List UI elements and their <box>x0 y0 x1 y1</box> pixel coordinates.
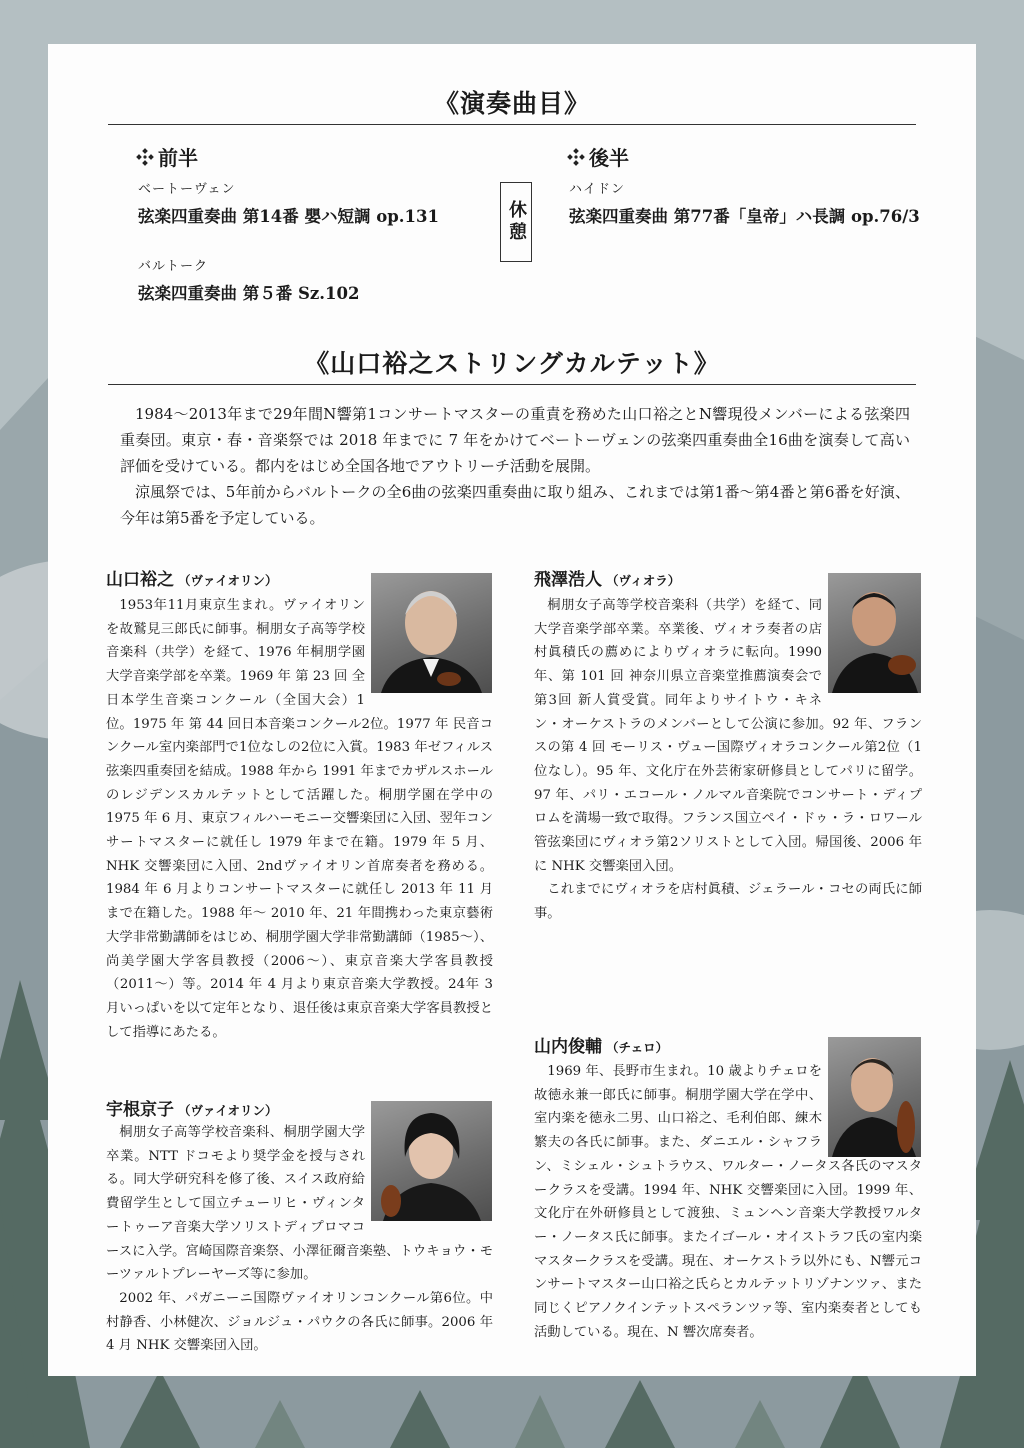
member-instrument: （ヴァイオリン） <box>178 573 278 588</box>
member-name-text: 山内俊輔 <box>534 1037 602 1057</box>
photo-spacer <box>365 594 493 700</box>
second-half-heading <box>567 142 629 171</box>
bio-paragraph: これまでにヴィオラを店村眞積、ジェラール・コセの両氏に師事。 <box>534 882 922 922</box>
member-instrument: （ヴァイオリン） <box>178 1103 278 1118</box>
member-instrument: （チェロ） <box>606 1040 669 1055</box>
member-bio <box>106 594 493 1044</box>
member-bio <box>106 1121 493 1358</box>
member-bio <box>534 1060 922 1344</box>
program-title: 《演奏曲目》 <box>108 84 916 125</box>
photo-spacer <box>365 1121 493 1219</box>
composer-name: バルトーク <box>138 259 209 274</box>
member-bio <box>534 594 922 926</box>
first-half-heading <box>136 142 198 171</box>
content-panel <box>48 44 976 1376</box>
ornament-icon <box>567 148 585 166</box>
bio-paragraph: 1969 年、長野市生まれ。10 歳よりチェロを故徳永兼一郎氏に師事。桐朋学園大学在学中、室内楽を徳永二男、山口裕之、毛利伯郎、練木繁夫の各氏に師事。また、ダニエル・シャフラン、ミシェル・シュトラウス、ワルター・ノータス各氏のマスタークラスを受講。1994 年、NHK 交響楽団に入団。1999 年、文化庁在外研修員として渡独、ミュンヘン音楽大学教授ワルター・ノータス氏に師事。またイゴール・オイストラフ氏の室内楽マスタークラスを受講。現在、オーケストラ以外にも、N響元コンサートマスター山口裕之氏らとカルテットリゾナンツァ、また同じくピアノクインテットスペランツァ等、室内楽奏者としても活動している。現在、N 響次席奏者。 <box>534 1064 922 1340</box>
member-name <box>534 1032 668 1057</box>
member-instrument: （ヴィオラ） <box>606 573 681 588</box>
photo-spacer <box>822 1060 922 1154</box>
bio-paragraph: 1953年11月東京生まれ。ヴァイオリンを故鷲見三郎氏に師事。桐朋女子高等学校音楽科（共学）を経て、1976 年桐朋学園大学音楽学部を卒業。1969 年 第 23 回 全日本学生音楽コンクール（全国大会）1位。1975 年 第 44 回日本音楽コンクール2位。1977 年 民音コンクール室内楽部門で1位なしの2位に入賞。1983 年ゼフィルス弦楽四重奏団を結成。1988 年から 1991 年までカザルスホールのレジデンスカルテットとして活躍した。桐朋学園在学中の 1975 年 6 月、東京フィルハーモニー交響楽団に入団、翌年コンサートマスターに就任し 1979 年まで在籍。1979 年 5 月、NHK 交響楽団に入団、2ndヴァイオリン首席奏者を務める。1984 年 6 月よりコンサートマスターに就任し 2013 年 11 月まで在籍した。1988 年～ 2010 年、21 年間携わった東京藝術大学非常勤講師をはじめ、桐朋学園大学非常勤講師（1985～）、尚美学園大学客員教授（2006～）、東京音楽大学客員教授（2011～）等。2014 年 4 月より東京音楽大学教授。24年 3 月いっぱいを以て定年となり、退任後は東京音楽大学客員教授として指導にあたる。 <box>106 598 493 1040</box>
composer-name: ハイドン <box>569 182 626 197</box>
bio-paragraph: 2002 年、パガニーニ国際ヴァイオリンコンクール第6位。中村静香、小林健次、ジョルジュ・パウクの各氏に師事。2006 年 4 月 NHK 交響楽団入団。 <box>106 1290 493 1354</box>
work-title: 弦楽四重奏曲 第77番「皇帝」ハ長調 op.76/3 <box>569 207 920 226</box>
second-half-label: 後半 <box>589 146 629 170</box>
member-name <box>534 565 680 590</box>
member-name-text: 宇根京子 <box>106 1100 174 1120</box>
intro-paragraph: 涼風祭では、5年前からバルトークの全6曲の弦楽四重奏曲に取り組み、これまでは第1番～第4番と第6番を好演、今年は第5番を予定している。 <box>120 483 910 527</box>
photo-spacer <box>822 594 922 691</box>
ensemble-intro <box>120 401 910 531</box>
ensemble-title: 《山口裕之ストリングカルテット》 <box>108 344 916 385</box>
bio-paragraph: 桐朋女子高等学校音楽科、桐朋学園大学卒業。NTT ドコモより奨学金を授与される。同大学研究科を修了後、スイス政府給費留学生として国立チューリヒ・ヴィンタートゥーア音楽大学ソリストディプロマコースに入学。宮崎国際音楽祭、小澤征爾音楽塾、トウキョウ・モーツァルトプレーヤーズ等に参加。 <box>106 1125 493 1283</box>
work-title: 弦楽四重奏曲 第14番 嬰ハ短調 op.131 <box>138 207 439 226</box>
member-name <box>106 1095 278 1120</box>
bio-paragraph: 桐朋女子高等学校音楽科（共学）を経て、同大学音楽学部卒業。卒業後、ヴィオラ奏者の店村眞積氏の薦めによりヴィオラに転向。1990 年、第 101 回 神奈川県立音楽堂推薦演奏会で第3回 新人賞受賞。同年よりサイトウ・キネン・オーケストラのメンバーとして公演に参加。92 年、フランスの第 4 回 モーリス・ヴュー国際ヴィオラコンクール第2位（1位なし）。95 年、文化庁在外芸術家研修員としてパリに留学。97 年、パリ・エコール・ノルマル音楽院でコンサート・ディプロムを満場一致で取得。フランス国立ペイ・ドゥ・ラ・ロワール管弦楽団にヴィオラ第2ソリストとして入団。帰国後、2006 年に NHK 交響楽団入団。 <box>534 598 922 874</box>
first-half-label: 前半 <box>158 146 198 170</box>
ornament-icon <box>136 148 154 166</box>
intermission-label: 休憩 <box>500 182 532 262</box>
member-name-text: 山口裕之 <box>106 570 174 590</box>
member-name <box>106 565 278 590</box>
member-name-text: 飛澤浩人 <box>534 570 602 590</box>
work-title: 弦楽四重奏曲 第５番 Sz.102 <box>138 284 360 303</box>
composer-name: ベートーヴェン <box>138 182 236 197</box>
intro-paragraph: 1984～2013年まで29年間N響第1コンサートマスターの重責を務めた山口裕之とN響現役メンバーによる弦楽四重奏団。東京・春・音楽祭では 2018 年までに 7 年をかけてベートーヴェンの弦楽四重奏曲全16曲を演奏して高い評価を受けている。都内をはじめ全国各地でアウトリーチ活動を展開。 <box>120 405 910 475</box>
